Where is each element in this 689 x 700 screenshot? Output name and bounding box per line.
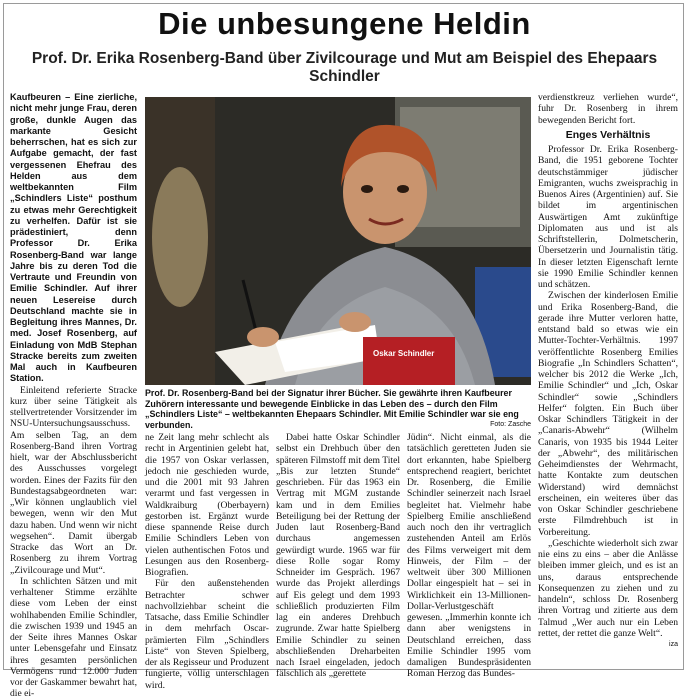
lead-paragraph: Kaufbeuren – Eine zierliche, nicht mehr junge Frau, deren große, dunkle Augen das markante Gesicht beherrschen, hat es sich zur Aufgabe gemacht, der fast vergessenen Ehefrau des Helden aus dem weltbekannten Film „Schindlers Liste“ posthum zu etwas mehr Gerechtigkeit zu verhelfen. Dafür ist sie prädestiniert, denn Professor Dr. Erika Rosenberg-Band war lange Jahre bis zu deren Tod die Vertraute und Freundin von Emilie Schindler. Auf ihrer neuen Lesereise durch Deutschland machte sie in Begleitung ihres Mannes, Dr. med. Josef Rosenberg, auf Einladung von MdB Stephan Stracke bereits zum zweiten Mal auch in Kaufbeuren Station.: [10, 92, 137, 384]
paragraph: Dabei hatte Oskar Schindler selbst ein Drehbuch über den späteren Filmstoff mit dem Titel „Bis zur letzten Stunde“ geschrieben. Für das 1963 ein Vertrag mit MGM zustande kam und in dem Emilies Beteiligung bei der Rettung der Juden laut Rosenberg-Band durchaus angemessen gewürdigt wurde. 1965 war für diese Rolle sogar Romy Schneider im Gespräch. 1967 wurde das Projekt allerdings auf Eis gelegt und dem 1993 schließlich produzierten Film lag ein anderes Drehbuch zugrunde. Zwar hatte Spielberg Emilie Schindler zu seinen abschließenden Dreharbeiten nach Israel eingeladen, jedoch fälschlich als „gerettete: [276, 432, 401, 680]
article-photo: [145, 97, 531, 385]
book-cover-text: Oskar Schindler: [373, 349, 435, 358]
photo-caption: [145, 388, 531, 430]
paragraph: Zwischen der kinderlosen Emilie und Erika Rosenberg-Band, die gerade ihre Mutter verloren hatte, entstand bald so etwas wie ein Mutter-Tochter-Verhältnis. 1997 veröffentlichte Rosenberg Emilies Biografie „In Schindlers Schatten“, welcher bis 2012 die Werke „Ich, Emilie Schindler“ und „Ich, Oskar Schindler“ sowie „Schindlers Helfer“ folgten. Ein Buch über Oskar Schindlers Tätigkeit in der „Canaris-Abwehr“ (Wilhelm Canaris, von 1935 bis 1944 Leiter der „Abwehr“, des militärischen Geheimdienstes der Wehrmacht, hatte Kontakte zum deutschen Widerstand) wird demnächst erscheinen, ein weiteres über das von Oskar Schindler geschriebene erste Filmdrehbuch ist in Vorbereitung.: [538, 290, 678, 538]
paragraph: Professor Dr. Erika Rosenberg-Band, die 1951 geborene Tochter deutschstämmiger jüdischer Emigranten, wuchs zweisprachig in Buenos Aires (Argentinien) auf. Sie bildet im argentinischen Auswärtigen Amt zukünftige Diplomaten aus und ist als Schriftstellerin, Dolmetscherin, Übersetzerin und Journalistin tätig. In dieser letzten Eigenschaft lernte sie 1990 Emilie Schindler kennen und schätzen.: [538, 144, 678, 290]
column-5: [538, 92, 678, 650]
caption-text: Prof. Dr. Rosenberg-Band bei der Signatur ihrer Bücher. Sie gewährte ihren Kaufbeurer Zuhörern interessante und bewegende Einblicke in das Leben des – durch den Film „Schindlers Liste“ – weltbekannten Ehepaars Schindler. Mit Emilie Schindler war sie eng verbunden.: [145, 388, 519, 430]
paragraph: Für den außenstehenden Betrachter schwer nachvollziehbar scheint die Tatsache, dass Emilie Schindler in dem mehrfach Oscar-prämierten Film „Schindlers Liste“ von Steven Spielberg, der als Regisseur und Produzent fungierte, völlig unterschlagen wird.: [145, 578, 269, 691]
paragraph: „Geschichte wiederholt sich zwar nie eins zu eins – aber die Anlässe bleiben immer gleich, und es ist an uns, daraus entsprechende Konsequenzen zu ziehen und zu handeln“, schloss Dr. Rosenberg ihren Vortrag und zitierte aus dem Talmud „Wer auch nur ein Leben rettet, der rettet die ganze Welt“.: [538, 537, 678, 639]
newspaper-clipping: [3, 3, 684, 700]
column-2: [145, 432, 269, 691]
paragraph: Jüdin“. Nicht einmal, als die tatsächlich geretteten Juden sie dort erkannten, habe Spielberg entsprechend reagiert, berichtet Dr. Rosenberg, die Emilie Schindler seinerzeit nach Israel begleitet hat. Vielmehr habe Spielberg Emilie anschließend auch noch den ihr vertraglich zustehenden Anteil am Erlös des Films verweigert mit dem Hinweis, der Film – der weltweit über 300 Millionen Dollar eingespielt hat – sei in Wirklichkeit ein 13-Millionen-Dollar-Verlustgeschäft gewesen. „Immerhin konnte ich dann aber wenigstens in Deutschland erreichen, dass Emilie Schindler 1995 vom damaligen Bundespräsidenten Roman Herzog das Bundes-: [407, 432, 531, 680]
column-3: [276, 432, 400, 680]
column-4: [407, 432, 531, 680]
paragraph: verdienstkreuz verliehen wurde“, fuhr Dr. Rosenberg in ihrem bewegenden Bericht fort.: [538, 92, 678, 126]
photo-illustration: [145, 97, 531, 385]
paragraph: ne Zeit lang mehr schlecht als recht in Argentinien gelebt hat, die 1957 von Oskar verlassen, jedoch nie geschieden wurde, und die 2001 mit 93 Jahren verarmt und fast vergessen in Waldkraiburg (Oberbayern) gestorben ist. Ergänzt wurde diese spannende Reise durch Emilie Schindlers Leben von vielen authentischen Fotos und Lesungen aus den Rosenberg-Biografien.: [145, 432, 269, 578]
headline: Die unbesungene Heldin: [158, 6, 531, 41]
photo-credit: Foto: Zasche: [490, 420, 531, 428]
section-subtitle: Enges Verhältnis: [565, 128, 651, 141]
author-initials: iza: [669, 641, 678, 648]
paragraph: Einleitend referierte Stracke kurz über seine Tätigkeit als stellvertretender Vorsitzender im NSU-Untersuchungsausschuss. Am selben Tag, an dem Rosenberg-Band ihren Vortrag hielt, war der Abschlussbericht des Ausschusses vorgelegt worden. Eines der Fazits für den Bundestagsabgeordneten war: „Wir können unglaublich viel bewegen, wenn wir den Mut dazu haben. Und wenn wir nicht wegsehen“. Damit übergab Stracke das Wort an Dr. Rosenberg zu ihrem Vortrag „Zivilcourage und Mut“.: [10, 384, 137, 576]
paragraph: In schlichten Sätzen und mit verhaltener Stimme erzählte diese vom Leben der einst wohlhabenden Emilie Schindler, die zwischen 1939 und 1945 an der Seite ihres Mannes Oskar unter Lebensgefahr und Einsatz ihres gesamten persönlichen Vermögens rund 12.000 Juden vor der Gaskammer bewahrt hat, die ei-: [10, 575, 137, 700]
column-1: [10, 92, 137, 700]
subheadline: Prof. Dr. Erika Rosenberg-Band über Zivilcourage und Mut am Beispiel des Ehepaars Schindler: [31, 50, 658, 85]
